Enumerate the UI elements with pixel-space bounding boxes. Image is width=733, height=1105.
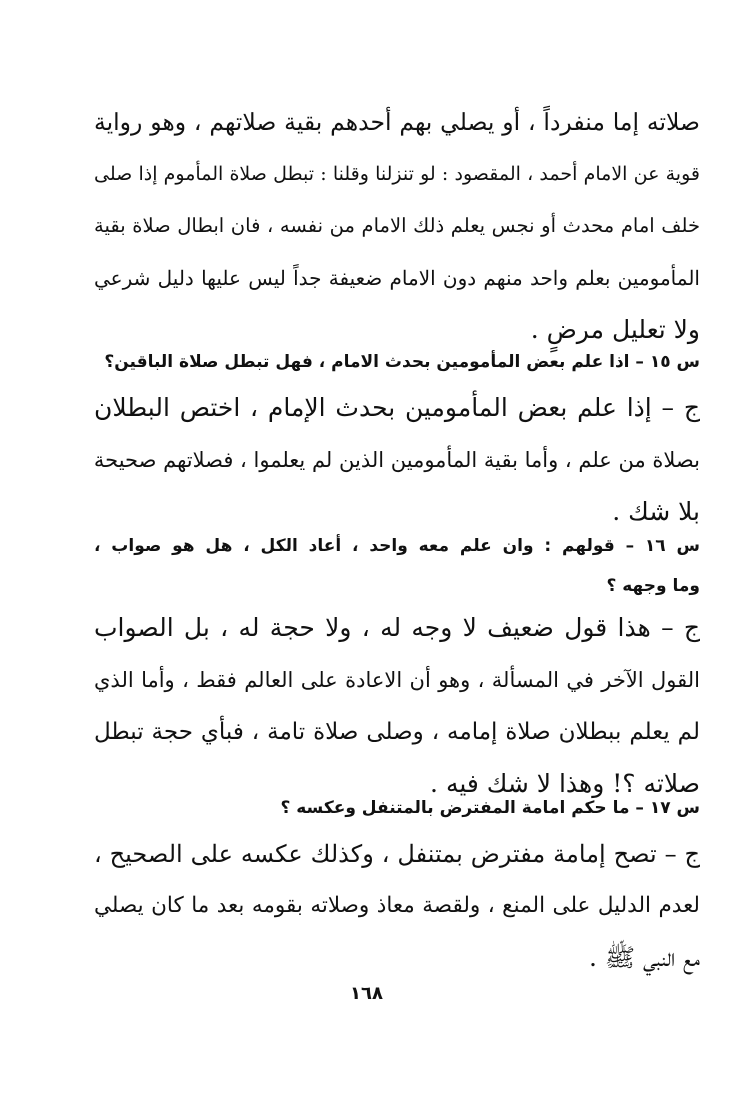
answer-17 <box>94 828 700 984</box>
text-line: المأمومين بعلم واحد منهم دون الامام ضعيفة جداً ليس عليها دليل شرعي <box>94 266 700 290</box>
text-line: ولا تعليل مرضٍ . <box>530 315 700 344</box>
text-line: لم يعلم ببطلان صلاة إمامه ، وصلى صلاة تامة ، فبأي حجة تبطل <box>94 719 700 745</box>
page-number: ١٦٨ <box>350 983 383 1004</box>
text-line: صلاته إما منفرداً ، أو يصلي بهم أحدهم بقية صلاتهم ، وهو رواية <box>94 108 700 136</box>
text-line: بصلاة من علم ، وأما بقية المأمومين الذين لم يعلموا ، فصلاتهم صحيحة <box>94 448 700 472</box>
question-16 <box>94 526 700 606</box>
question-17 <box>94 788 700 828</box>
answer-16 <box>94 602 700 810</box>
question-line: س ١٧ – ما حكم امامة المفترض بالمتنفل وعكسه ؟ <box>280 798 700 818</box>
text-line: ج – هذا قول ضعيف لا وجه له ، ولا حجة له ، بل الصواب <box>94 613 700 642</box>
question-line: س ١٥ – اذا علم بعض المأمومين بحدث الامام ، فهل تبطل صلاة الباقين؟ <box>104 352 700 372</box>
text-line: ج – تصح إمامة مفترض بمتنفل ، وكذلك عكسه على الصحيح ، <box>94 840 700 868</box>
text-line: صلاته ؟! وهذا لا شك فيه . <box>430 769 700 798</box>
text-line: خلف امام محدث أو نجس يعلم ذلك الامام من نفسه ، فان ابطال صلاة بقية <box>94 214 700 237</box>
text-line: لعدم الدليل على المنع ، ولقصة معاذ وصلاته بقومه بعد ما كان يصلي <box>94 893 700 918</box>
question-line: وما وجهه ؟ <box>606 576 700 596</box>
question-line: س ١٦ – قولهم : وان علم معه واحد ، أعاد الكل ، هل هو صواب ، <box>94 536 700 556</box>
paragraph-continuation <box>94 96 700 356</box>
text-line: ج – إذا علم بعض المأمومين بحدث الإمام ، اختص البطلان <box>94 393 700 422</box>
text-line: القول الآخر في المسألة ، وهو أن الاعادة على العالم فقط ، وأما الذي <box>94 668 700 692</box>
text-line: قوية عن الامام أحمد ، المقصود : لو تنزلنا وقلنا : تبطل صلاة المأموم إذا صلى <box>94 163 700 185</box>
text-line: بلا شك . <box>612 497 700 526</box>
answer-15 <box>94 382 700 538</box>
question-15 <box>94 342 700 382</box>
text-line: مع النبي ﷺ . <box>588 943 700 972</box>
